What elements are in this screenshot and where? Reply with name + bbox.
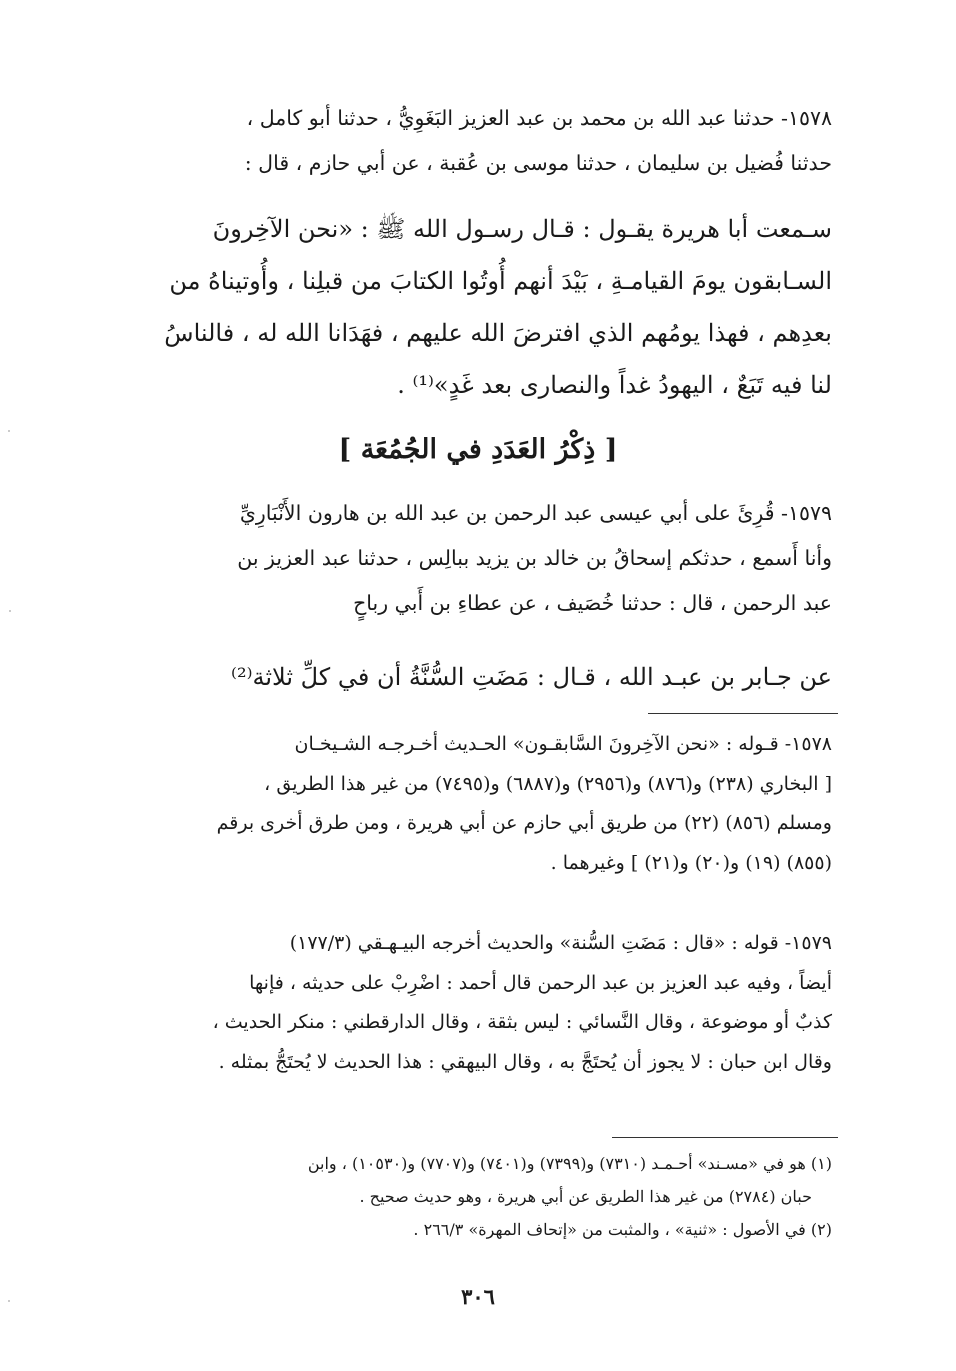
text-line: سـمعت أبا هريرة يقـول : قـال رسـول الله ﷺ : «نحن الآخِرونَ bbox=[212, 215, 832, 243]
footnote-divider bbox=[612, 1137, 838, 1138]
scan-speck bbox=[8, 1300, 10, 1302]
text-line: (٨٥٥) (١٩) و(٢٠) و(٢١) ] وغيرهما . bbox=[550, 851, 832, 874]
hadith-1579-isnad bbox=[120, 491, 832, 626]
footnote-1-continued: حبان (٢٧٨٤) من غير هذا الطريق عن أبي هريرة ، وهو حديث صحيح . bbox=[359, 1187, 812, 1206]
text-line: ١٥٧٩- قُرِئَ على أبي عيسى عبد الرحمن بن عبد الله بن هارون الأَنْبَارِيِّ bbox=[239, 501, 832, 525]
commentary-1579 bbox=[120, 924, 832, 1082]
section-title: [ ذِكْرُ العَدَدِ في الجُمُعَة ] bbox=[338, 434, 618, 465]
text-line: ومسلم (٨٥٦) (٢٢) من طريق أبي حازم عن أبي هريرة ، ومن طرق أخرى برقم bbox=[216, 812, 832, 834]
text-line: ١٥٧٨- قـوله : «نحن الآخِرونَ السَّابقـون» الحـديث أخـرجـه الشـيخـان bbox=[294, 733, 832, 755]
text-line: بعدِهم ، فهذا يومُهم الذي افترضَ الله عليهم ، فهَدَانا الله له ، فالناسُ bbox=[164, 319, 832, 347]
footnote-2: (٢) في الأصول : «ثنية» ، والمثبت من «إتحاف المهرة» ٢٦٦/٣ . bbox=[413, 1220, 832, 1239]
text-line: حدثنا فُضيل بن سليمان ، حدثنا موسى بن عُقبة ، عن أبي حازم ، قال : bbox=[244, 151, 832, 175]
scan-speck bbox=[8, 430, 10, 432]
text-line: ١٥٧٨- حدثنا عبد الله بن محمد بن عبد العزيز البَغَوِيُّ ، حدثنا أبو كامل ، bbox=[246, 106, 832, 130]
text-line: وقال ابن حبان : لا يجوز أن يُحتَجَّ به ، وقال البيهقي : هذا الحديث لا يُحتَجُّ بمثله . bbox=[218, 1050, 832, 1073]
footnotes bbox=[120, 1147, 832, 1246]
text-line: السـابقون يومَ القيامـةِ ، بَيْدَ أنهم أُوتُوا الكتابَ من قبلِنا ، وأُوتيناهُ من bbox=[169, 267, 832, 295]
text-line: ١٥٧٩- قوله : «قال : مَضَتِ السُّنة» والحديث أخرجه البيـهـقي (١٧٧/٣) bbox=[289, 932, 832, 954]
page-number: ٣٠٦ bbox=[461, 1284, 495, 1309]
footnote-1: (١) هو في «مسـند» أحـمـد (٧٣١٠) و(٧٣٩٩) و(٧٤٠١) و(٧٧٠٧) و(١٠٥٣٠) ، وابن bbox=[307, 1154, 832, 1173]
text-line: عبد الرحمن ، قال : حدثنا خُصَيف ، عن عطاءِ بن أَبي رباحٍ bbox=[353, 591, 832, 615]
text-line: عن جـابر بن عبـد الله ، قـال : مَضَتِ السُّنَّةُ أن في كلِّ ثلاثة⁽²⁾ bbox=[231, 663, 832, 691]
commentary-1578 bbox=[120, 725, 832, 883]
text-line: [ البخاري (٢٣٨) و(٨٧٦) و(٢٩٥٦) و(٦٨٨٧) و(٧٤٩٥) من غير هذا الطريق ، bbox=[264, 772, 832, 795]
hadith-1579-matn bbox=[120, 655, 832, 699]
commentary-divider bbox=[648, 713, 838, 714]
hadith-1578-isnad bbox=[120, 96, 832, 186]
text-line: كذبٌ أو موضوعة ، وقال النَّسائي : ليس بثقة ، وقال الدارقطني : منكر الحديث ، bbox=[212, 1011, 832, 1033]
text-line: لنا فيه تَبَعٌ ، اليهودُ غداً والنصارى بعد غَدٍ»⁽¹⁾ . bbox=[397, 371, 832, 399]
text-line: أيضاً ، وفيه عبد العزيز بن عبد الرحمن قال أحمد : اضْرِبْ على حديثه ، فإنها bbox=[249, 971, 832, 994]
scan-speck bbox=[9, 610, 11, 612]
text-line: وأنا أَسمع ، حدثكم إسحاقُ بن خالد بن يزيد ببالِس ، حدثنا عبد العزيز بن bbox=[237, 546, 832, 570]
hadith-1578-matn bbox=[120, 203, 832, 411]
